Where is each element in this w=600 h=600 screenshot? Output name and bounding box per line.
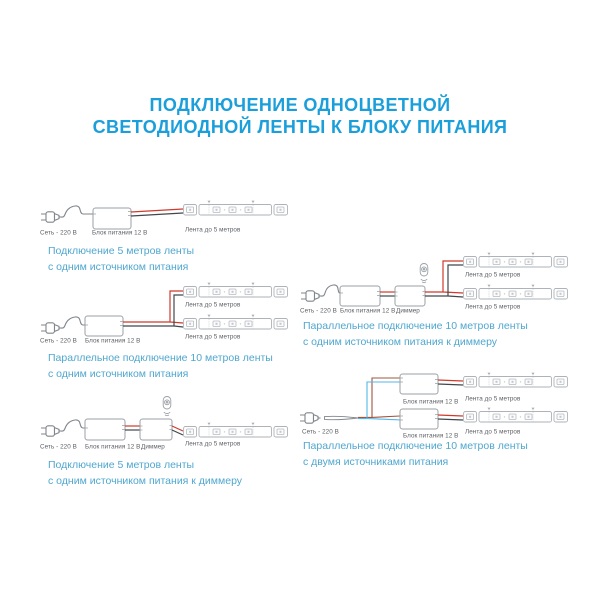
led-strip-bottom	[464, 408, 568, 423]
dimmer-label: Диммер	[396, 307, 420, 314]
caption-line2: с одним источником питания	[48, 261, 189, 274]
mains-cable	[321, 285, 340, 296]
plug-icon	[301, 291, 322, 301]
led-strip-top	[464, 373, 568, 388]
caption-line1: Параллельное подключение 10 метров ленты	[303, 440, 528, 452]
wire-black	[131, 213, 183, 216]
diagram-single-5m-dimmer	[35, 392, 295, 497]
psu-label-top: Блок питания 12 В	[403, 398, 459, 405]
caption-line2: с одним источником питания к диммеру	[303, 336, 498, 349]
diagram-parallel-10m-dimmer	[295, 250, 585, 358]
psu-box	[93, 208, 131, 229]
mains-label: Сеть - 220 В	[40, 337, 77, 344]
psu-box	[340, 286, 380, 306]
led-strip-top	[184, 283, 288, 298]
mains-label: Сеть - 220 В	[300, 307, 337, 314]
page-title	[0, 95, 600, 138]
diagram-parallel-10m-two-psu	[295, 368, 585, 473]
diagram-single-5m	[35, 195, 295, 283]
strip-label-top: Лента до 5 метров	[465, 395, 521, 402]
diagram-caption	[48, 457, 242, 490]
caption-line1: Подключение 5 метров ленты	[48, 245, 195, 257]
mains-label: Сеть - 220 В	[40, 443, 77, 450]
diagram-dimmer-art	[35, 392, 295, 447]
led-strip	[184, 201, 288, 216]
diagram-parallel-10m-one-psu	[35, 278, 295, 386]
dimmer-box	[395, 286, 425, 306]
strip-label-bottom: Лента до 5 метров	[465, 428, 521, 435]
psu-label-bottom: Блок питания 12 В	[403, 432, 459, 439]
strip-label-bottom: Лента до 5 метров	[185, 333, 241, 340]
mains-cable	[61, 420, 85, 431]
wire-red	[425, 261, 463, 293]
strip-label: Лента до 5 метров	[185, 226, 241, 233]
plug-icon	[300, 413, 321, 423]
psu-label: Блок питания 12 В	[85, 443, 141, 450]
caption-line2: с двумя источниками питания	[303, 456, 449, 469]
diagram-caption	[48, 350, 273, 383]
caption-line2: с одним источником питания к диммеру	[48, 475, 243, 488]
page-title-line1: ПОДКЛЮЧЕНИЕ ОДНОЦВЕТНОЙ	[149, 95, 451, 115]
mains-cable	[325, 416, 359, 419]
caption-line2: с одним источником питания	[48, 368, 189, 381]
diagram-parallel-art	[35, 278, 295, 340]
psu-label: Блок питания 12 В	[85, 337, 141, 344]
wire-black-bottom	[438, 419, 463, 420]
psu-label: Блок питания 12 В	[92, 229, 148, 236]
psu-label: Блок питания 12 В	[340, 307, 396, 314]
mains-label: Сеть - 220 В	[40, 229, 77, 236]
remote-control-icon	[163, 397, 171, 416]
led-strip	[184, 423, 288, 438]
psu-box	[85, 419, 125, 440]
remote-control-icon	[420, 264, 428, 283]
dimmer-box	[140, 419, 172, 440]
psu-box	[85, 316, 123, 336]
led-strip-bottom	[464, 285, 568, 300]
page-title-line2: СВЕТОДИОДНОЙ ЛЕНТЫ К БЛОКУ ПИТАНИЯ	[92, 116, 508, 137]
strip-label: Лента до 5 метров	[185, 440, 241, 447]
wire-red-bottom	[438, 415, 463, 416]
wire-black-top	[438, 384, 463, 385]
mains-cable	[61, 206, 93, 217]
psu-box-bottom	[400, 409, 438, 429]
psu-box-top	[400, 374, 438, 394]
wire-red	[131, 209, 183, 212]
led-strip-bottom	[184, 315, 288, 330]
diagram-caption	[303, 438, 528, 471]
caption-line1: Подключение 5 метров ленты	[48, 459, 195, 471]
plug-icon	[41, 426, 62, 436]
mains-cable	[61, 317, 85, 328]
plug-icon	[41, 323, 62, 333]
wire-blue	[358, 382, 400, 420]
caption-line1: Параллельное подключение 10 метров ленты	[48, 352, 273, 364]
strip-label-bottom: Лента до 5 метров	[465, 303, 521, 310]
led-strip-top	[464, 253, 568, 268]
diagram-single-5m-art	[35, 195, 295, 245]
diagram-caption	[303, 318, 528, 351]
diagram-parallel-dimmer-art	[295, 250, 585, 314]
strip-label-top: Лента до 5 метров	[465, 271, 521, 278]
caption-line1: Параллельное подключение 10 метров ленты	[303, 320, 528, 332]
plug-icon	[41, 212, 62, 222]
wire-red-top	[438, 380, 463, 381]
wire-brown	[358, 378, 400, 417]
strip-label-top: Лента до 5 метров	[185, 301, 241, 308]
mains-label: Сеть - 220 В	[302, 428, 339, 435]
diagram-caption	[48, 243, 194, 276]
dimmer-label: Диммер	[141, 443, 165, 450]
